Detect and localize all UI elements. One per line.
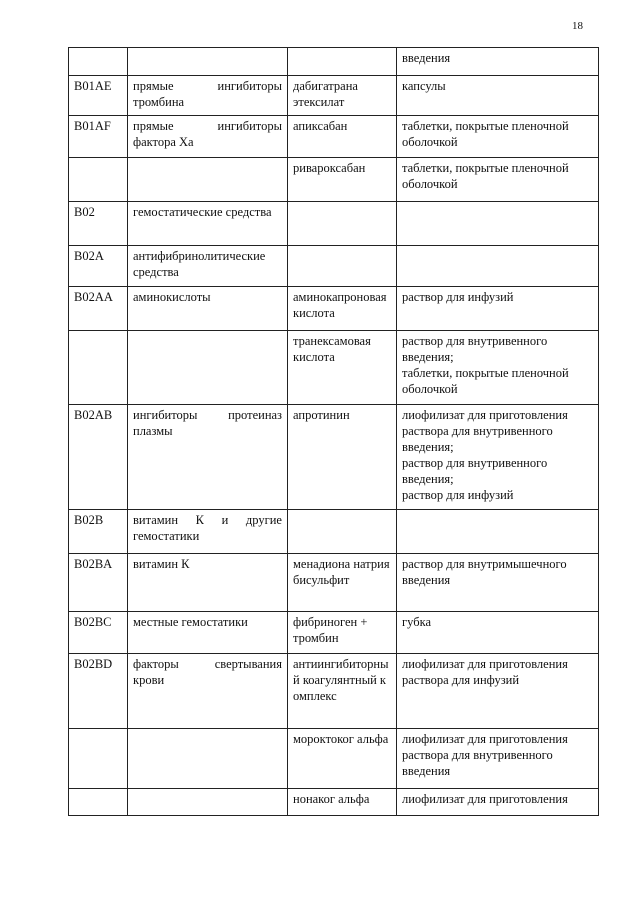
drug-cell: дабигатрана этексилат [288,76,397,116]
group-cell [128,510,288,554]
drug-cell: транексамовая кислота [288,331,397,405]
dosage-form-cell: капсулы [397,76,599,116]
drug-cell: менадиона натрия бисульфит [288,554,397,612]
drug-cell [288,202,397,246]
group-word: факторы [133,657,179,671]
atc-code-cell: B02BD [69,654,128,729]
group-line [133,78,282,94]
group-cell [128,789,288,816]
dosage-form-cell: лиофилизат для приготовления [397,789,599,816]
group-line: плазмы [133,424,173,438]
group-line [133,407,282,423]
drug-table [68,47,599,816]
table-row [69,158,599,202]
atc-code-cell [69,48,128,76]
atc-code-cell: B02BA [69,554,128,612]
drug-cell: апротинин [288,405,397,510]
group-cell [128,48,288,76]
group-line [133,656,282,672]
drug-cell: фибриноген + тромбин [288,612,397,654]
table-row [69,287,599,331]
dosage-form-line: раствор для инфузий [402,488,514,502]
group-line [133,118,282,134]
table-row [69,554,599,612]
group-cell [128,116,288,158]
table-row [69,76,599,116]
dosage-form-cell: раствор для инфузий [397,287,599,331]
dosage-form-cell: раствор для внутримышечного введения [397,554,599,612]
group-word: ингибиторы [217,119,282,133]
atc-code-cell: B02B [69,510,128,554]
group-word: витамин [133,513,179,527]
group-word: и [221,513,229,527]
atc-code-cell [69,729,128,789]
atc-code-cell: B01AE [69,76,128,116]
dosage-form-line: раствор для внутривенного введения; [402,456,548,486]
dosage-form-line: лиофилизат для приготовления раствора для внутривенного введения; [402,408,568,454]
group-cell [128,76,288,116]
group-word: прямые [133,79,174,93]
drug-cell: апиксабан [288,116,397,158]
dosage-form-cell: лиофилизат для приготовления раствора для инфузий [397,654,599,729]
atc-code-cell: B01AF [69,116,128,158]
group-word: ингибиторы [217,79,282,93]
group-cell [128,729,288,789]
group-line [133,512,282,528]
dosage-form-cell: введения [397,48,599,76]
group-cell [128,405,288,510]
atc-code-cell: B02AA [69,287,128,331]
table-row [69,789,599,816]
drug-cell: ривароксабан [288,158,397,202]
drug-cell [288,48,397,76]
dosage-form-cell: таблетки, покрытые пленочной оболочкой [397,116,599,158]
dosage-form-cell [397,405,599,510]
table-row [69,729,599,789]
dosage-form-cell [397,202,599,246]
group-cell [128,654,288,729]
group-word: К [195,513,204,527]
table-row [69,510,599,554]
group-word: ингибиторы [133,408,198,422]
table-row [69,331,599,405]
group-cell: витамин К [128,554,288,612]
atc-code-cell [69,158,128,202]
group-word: прямые [133,119,174,133]
table-row [69,246,599,287]
dosage-form-cell [397,246,599,287]
group-line: тромбина [133,95,185,109]
dosage-form-cell: таблетки, покрытые пленочной оболочкой [397,158,599,202]
drug-cell [288,510,397,554]
table-row [69,612,599,654]
group-line: гемостатики [133,529,200,543]
group-word: свертывания [214,657,282,671]
dosage-form-cell: лиофилизат для приготовления раствора для внутривенного введения [397,729,599,789]
atc-code-cell [69,789,128,816]
page-number: 18 [572,20,583,32]
group-cell [128,158,288,202]
group-line: фактора Ха [133,135,194,149]
drug-cell: мороктоког альфа [288,729,397,789]
group-line: крови [133,673,165,687]
dosage-form-line: раствор для внутривенного введения; [402,334,548,364]
group-cell: гемостатические средства [128,202,288,246]
atc-code-cell: B02BC [69,612,128,654]
atc-code-cell: B02A [69,246,128,287]
atc-code-cell: B02AB [69,405,128,510]
group-word: другие [245,513,282,527]
dosage-form-cell: губка [397,612,599,654]
group-word: протеиназ [228,408,282,422]
drug-cell: антиингибиторный коагулянтный комплекс [288,654,397,729]
group-cell [128,331,288,405]
atc-code-cell [69,331,128,405]
atc-code-cell: B02 [69,202,128,246]
group-cell: аминокислоты [128,287,288,331]
drug-cell: аминокапроновая кислота [288,287,397,331]
table-row [69,654,599,729]
table-row [69,48,599,76]
table-row [69,405,599,510]
dosage-form-line: таблетки, покрытые пленочной оболочкой [402,366,569,396]
table-row [69,116,599,158]
table-row [69,202,599,246]
group-cell: местные гемостатики [128,612,288,654]
dosage-form-cell [397,510,599,554]
drug-cell [288,246,397,287]
dosage-form-cell [397,331,599,405]
drug-cell: нонаког альфа [288,789,397,816]
group-cell: антифибринолитические средства [128,246,288,287]
